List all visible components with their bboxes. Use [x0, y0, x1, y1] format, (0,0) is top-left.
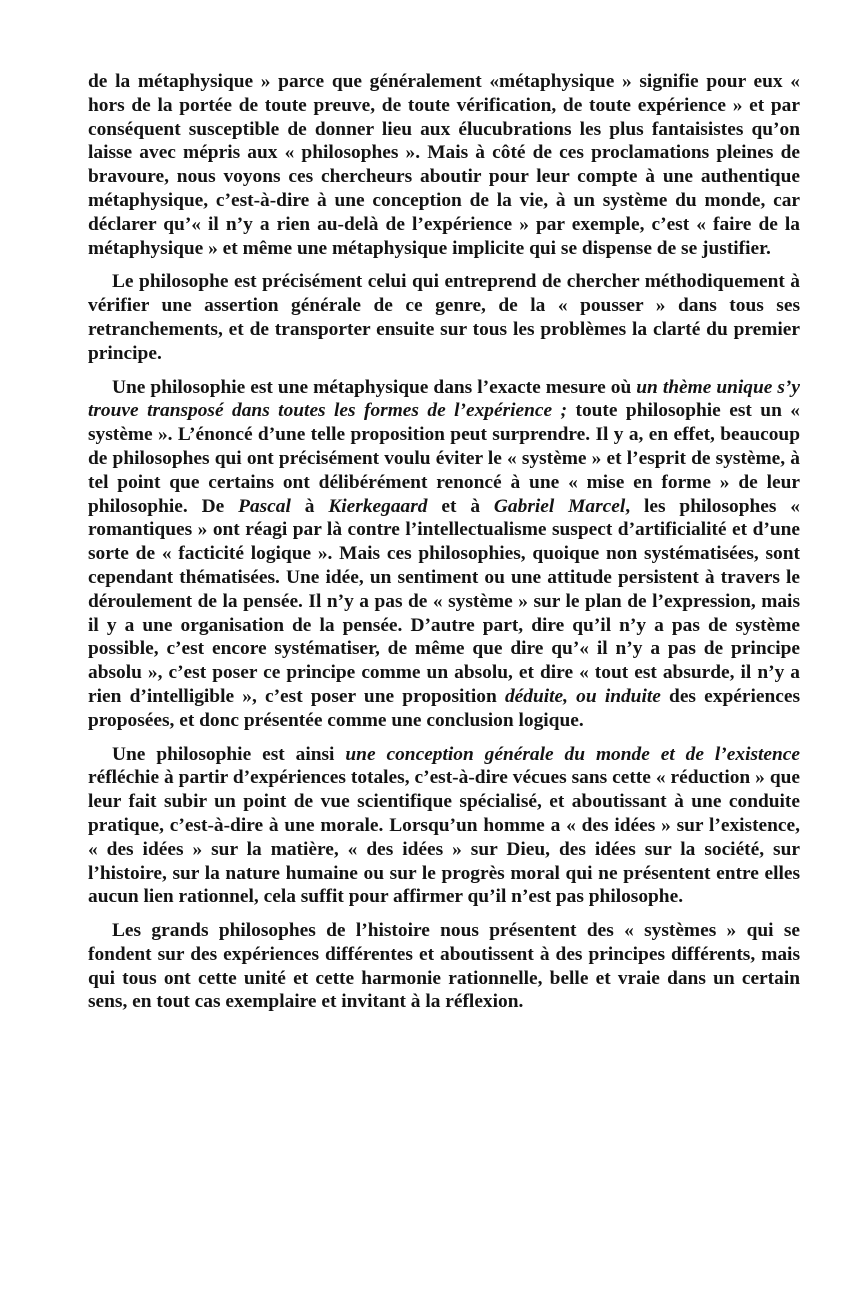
- paragraph-4: [88, 743, 800, 910]
- paragraph-1-text: de la métaphysique » parce que généralement «métaphysique » signifie pour eux « hors de la portée de toute preuve, de toute vérification, de toute expérience » et par conséquent susceptible de donner lieu aux élucubrations les plus fantaisistes qu’on laisse avec mépris aux « philosophes ». Mais à côté de ces proclamations pleines de bravoure, nous voyons ces chercheurs aboutir pour leur compte à une authentique métaphysique, c’est-à-dire à une conception de la vie, à un système du monde, car déclarer qu’« il n’y a rien au-delà de l’expérience » par exemple, c’est « faire de la métaphysique » et même une métaphysique implicite qui se dispense de se justifier.: [88, 71, 800, 259]
- paragraph-3-seg-7: et à: [427, 495, 494, 517]
- paragraph-3-seg-11: des expériences proposées, et donc présentée comme une conclusion logique.: [88, 685, 801, 731]
- paragraph-3-seg-3: toute philosophie est un « système ». L’énoncé d’une telle proposition peut surprendre. Il y a, en effet, beaucoup de philosophes qui ont précisément voulu éviter le « système » et l’esprit de système, à tel point que certains ont délibérément renoncé à une « mise en forme » de leur philosophie. De: [88, 400, 800, 517]
- paragraph-3-seg-10-italic: déduite, ou induite: [504, 685, 661, 707]
- paragraph-3-seg-1: Une philosophie est une métaphysique dans l’exacte mesure où: [112, 376, 637, 398]
- paragraph-3: [88, 376, 800, 733]
- paragraph-2-text: Le philosophe est précisément celui qui entreprend de chercher méthodiquement à vérifier une assertion générale de ce genre, de la « pousser » dans tous ses retranchements, et de transporter ensuite sur tous les problèmes la clarté du premier principe.: [88, 271, 800, 364]
- paragraph-2: [88, 270, 800, 365]
- paragraph-4-seg-1: Une philosophie est ainsi: [112, 743, 346, 765]
- paragraph-4-seg-2-italic: une conception générale du monde et de l’existence: [345, 743, 800, 765]
- paragraph-3-seg-8-italic: Gabriel Marcel: [493, 495, 626, 517]
- paragraph-5: [88, 919, 800, 1014]
- paragraph-3-seg-5: à: [290, 495, 329, 517]
- paragraph-3-seg-6-italic: Kierkegaard: [328, 495, 428, 517]
- paragraph-3-seg-4-italic: Pascal: [238, 495, 291, 517]
- paragraph-4-seg-3: réfléchie à partir d’expériences totales, c’est-à-dire vécues sans cette « réduction » que leur fait subir un point de vue scientifique spécialisé, et aboutissant à une conduite pratique, c’est-à-dire à une morale. Lorsqu’un homme a « des idées » sur l’existence, « des idées » sur la matière, « des idées » sur Dieu, des idées sur la société, sur l’histoire, sur la nature humaine ou sur le progrès moral qui ne présentent entre elles aucun lien rationnel, cela suffit pour affirmer qu’il n’est pas philosophe.: [88, 767, 800, 908]
- paragraph-3-seg-9: , les philosophes « romantiques » ont réagi par là contre l’intellectualisme suspect d’artificialité et d’une sorte de « facticité logique ». Mais ces philosophies, quoique non systématisées, sont cependant thématisées. Une idée, un sentiment ou une attitude persistent à travers le déroulement de la pensée. Il n’y a pas de « système » sur le plan de l’expression, mais il y a une organisation de la pensée. D’autre part, dire qu’il n’y a pas de système possible, c’est encore systématiser, de même que dire qu’« il n’y a pas de principe absolu », c’est poser ce principe comme un absolu, et dire « tout est absurde, il n’y a rien d’intelligible », c’est poser une proposition: [88, 495, 800, 707]
- paragraph-5-text: Les grands philosophes de l’histoire nous présentent des « systèmes » qui se fondent sur des expériences différentes et aboutissent à des principes différents, mais qui tous ont cette unité et cette harmonie rationnelle, belle et vraie dans un certain sens, en tout cas exemplaire et invitant à la réflexion.: [88, 920, 800, 1013]
- paragraph-1: [88, 70, 800, 260]
- paragraph-3-seg-2-italic: un thème unique s’y trouve transposé dans toutes les formes de l’expérience ;: [88, 376, 800, 422]
- page-body: [88, 70, 800, 1024]
